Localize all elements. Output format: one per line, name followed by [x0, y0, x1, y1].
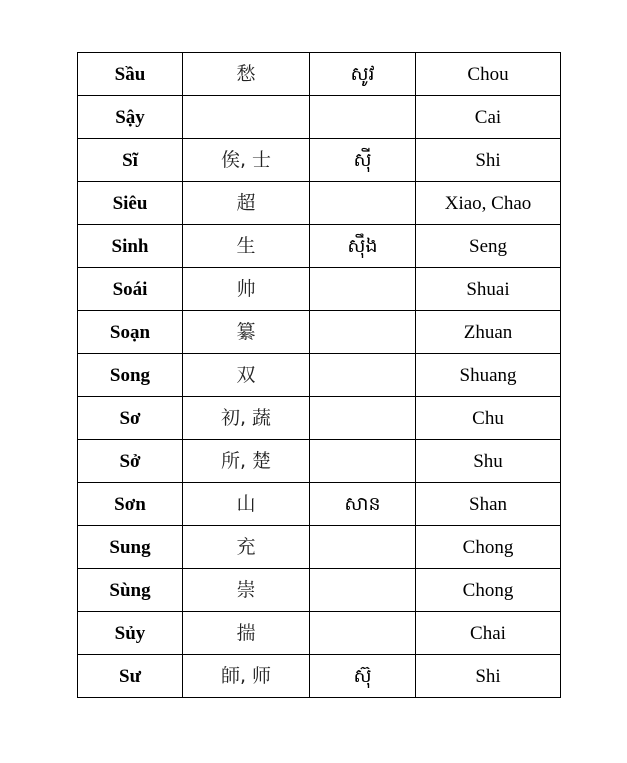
han-character-cell: 山: [183, 483, 310, 526]
chinese-romanization-cell: Shi: [416, 139, 561, 182]
khmer-cell: [310, 612, 416, 655]
han-character-cell: 所, 楚: [183, 440, 310, 483]
chinese-romanization-cell: Seng: [416, 225, 561, 268]
han-character-cell: 俟, 士: [183, 139, 310, 182]
name-correspondence-table: [77, 52, 561, 698]
han-character-cell: 超: [183, 182, 310, 225]
table-row: [78, 354, 561, 397]
vietnamese-cell: Song: [78, 354, 183, 397]
chinese-romanization-cell: Chou: [416, 53, 561, 96]
vietnamese-cell: Sầu: [78, 53, 183, 96]
han-character-cell: 揣: [183, 612, 310, 655]
vietnamese-cell: Sơ: [78, 397, 183, 440]
vietnamese-cell: Sùng: [78, 569, 183, 612]
han-character-cell: 双: [183, 354, 310, 397]
vietnamese-cell: Sinh: [78, 225, 183, 268]
chinese-romanization-cell: Cai: [416, 96, 561, 139]
khmer-cell: [310, 440, 416, 483]
vietnamese-cell: Sở: [78, 440, 183, 483]
table-row: [78, 225, 561, 268]
khmer-cell: សាន: [310, 483, 416, 526]
vietnamese-cell: Sơn: [78, 483, 183, 526]
han-character-cell: 纂: [183, 311, 310, 354]
khmer-cell: [310, 526, 416, 569]
table-row: [78, 53, 561, 96]
khmer-cell: [310, 311, 416, 354]
vietnamese-cell: Sủy: [78, 612, 183, 655]
table-row: [78, 182, 561, 225]
chinese-romanization-cell: Chu: [416, 397, 561, 440]
table-row: [78, 268, 561, 311]
chinese-romanization-cell: Chai: [416, 612, 561, 655]
khmer-cell: [310, 354, 416, 397]
chinese-romanization-cell: Shi: [416, 655, 561, 698]
table-row: [78, 655, 561, 698]
table-row: [78, 612, 561, 655]
khmer-cell: [310, 569, 416, 612]
chinese-romanization-cell: Shuang: [416, 354, 561, 397]
khmer-cell: [310, 182, 416, 225]
han-character-cell: [183, 96, 310, 139]
vietnamese-cell: Sĩ: [78, 139, 183, 182]
chinese-romanization-cell: Shu: [416, 440, 561, 483]
table-row: [78, 569, 561, 612]
table-row: [78, 139, 561, 182]
khmer-cell: ស៊ឹង: [310, 225, 416, 268]
table-row: [78, 311, 561, 354]
khmer-cell: ស៊ី: [310, 139, 416, 182]
vietnamese-cell: Sậy: [78, 96, 183, 139]
chinese-romanization-cell: Chong: [416, 526, 561, 569]
han-character-cell: 生: [183, 225, 310, 268]
vietnamese-cell: Soái: [78, 268, 183, 311]
chinese-romanization-cell: Shuai: [416, 268, 561, 311]
chinese-romanization-cell: Zhuan: [416, 311, 561, 354]
vietnamese-cell: Sung: [78, 526, 183, 569]
table-row: [78, 96, 561, 139]
khmer-cell: ស៊ុ: [310, 655, 416, 698]
han-character-cell: 崇: [183, 569, 310, 612]
han-character-cell: 帅: [183, 268, 310, 311]
han-character-cell: 師, 师: [183, 655, 310, 698]
khmer-cell: សូវ: [310, 53, 416, 96]
han-character-cell: 愁: [183, 53, 310, 96]
han-character-cell: 充: [183, 526, 310, 569]
table-row: [78, 526, 561, 569]
table-body: [78, 53, 561, 698]
table-row: [78, 397, 561, 440]
khmer-cell: [310, 268, 416, 311]
vietnamese-cell: Siêu: [78, 182, 183, 225]
chinese-romanization-cell: Shan: [416, 483, 561, 526]
khmer-cell: [310, 397, 416, 440]
chinese-romanization-cell: Chong: [416, 569, 561, 612]
vietnamese-cell: Sư: [78, 655, 183, 698]
chinese-romanization-cell: Xiao, Chao: [416, 182, 561, 225]
table-row: [78, 483, 561, 526]
han-character-cell: 初, 蔬: [183, 397, 310, 440]
khmer-cell: [310, 96, 416, 139]
table-row: [78, 440, 561, 483]
vietnamese-cell: Soạn: [78, 311, 183, 354]
